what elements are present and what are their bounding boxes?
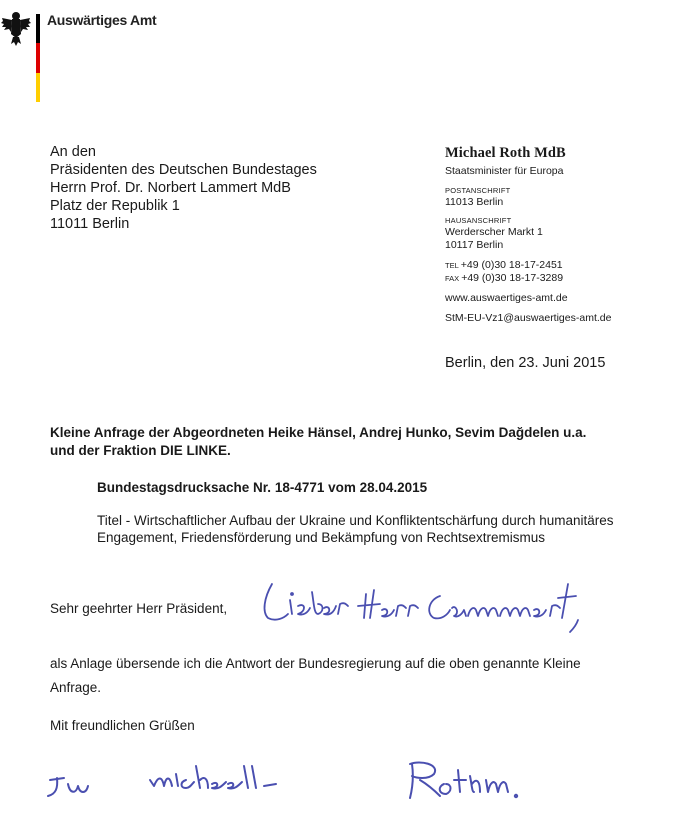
recipient-line: Platz der Republik 1 (50, 198, 180, 214)
tel-label: TEL (445, 261, 459, 270)
letter-date: Berlin, den 23. Juni 2015 (445, 355, 606, 371)
fax-label: FAX (445, 274, 460, 283)
closing-phrase: Mit freundlichen Grüßen (50, 718, 195, 733)
postal-address-block (445, 186, 611, 209)
house-city: 10117 Berlin (445, 239, 504, 251)
recipient-line: An den (50, 144, 96, 160)
fax-line (445, 272, 611, 285)
house-address-block (445, 216, 611, 252)
sender-role: Staatsminister für Europa (445, 165, 564, 177)
tel-number: +49 (0)30 18-17-2451 (460, 259, 563, 271)
fax-number: +49 (0)30 18-17-3289 (461, 272, 564, 284)
recipient-address (50, 143, 317, 233)
flag-stripe-gold (36, 73, 40, 102)
recipient-line: Präsidenten des Deutschen Bundestages (50, 162, 317, 178)
sender-block (445, 145, 611, 325)
email-link[interactable]: StM-EU-Vz1@auswaertiges-amt.de (445, 312, 612, 324)
handwritten-salutation (258, 574, 588, 634)
reference-number: Bundestagsdrucksache Nr. 18-4771 vom 28.04.2015 (97, 480, 428, 495)
letter-subject: Kleine Anfrage der Abgeordneten Heike Hänsel, Andrej Hunko, Sevim Dağdelen u.a. und der Fraktion DIE LINKE. (50, 425, 587, 458)
flag-stripe-black (36, 14, 40, 43)
recipient-line: 11011 Berlin (50, 216, 130, 232)
salutation: Sehr geehrter Herr Präsident, (50, 601, 228, 616)
sender-name: Michael Roth MdB (445, 145, 566, 161)
letter-body: als Anlage übersende ich die Antwort der Bundesregierung auf die oben genannte Kleine Anfrage. (50, 656, 581, 695)
signature (40, 750, 560, 810)
organization-name: Auswärtiges Amt (47, 12, 157, 28)
contact-block (445, 259, 611, 285)
website-link[interactable]: www.auswaertiges-amt.de (445, 292, 568, 304)
recipient-line: Herrn Prof. Dr. Norbert Lammert MdB (50, 180, 291, 196)
inquiry-title: Titel - Wirtschaftlicher Aufbau der Ukraine und Konfliktentschärfung durch humanitäres Engagement, Friedensförderung und Bekämpfung von Rechtsextremismus (97, 513, 614, 545)
house-label: HAUSANSCHRIFT (445, 216, 512, 225)
house-street: Werderscher Markt 1 (445, 226, 543, 238)
flag-bar (36, 14, 40, 102)
postal-label: POSTANSCHRIFT (445, 186, 511, 195)
federal-eagle-icon (0, 8, 32, 48)
tel-line (445, 259, 611, 272)
postal-address: 11013 Berlin (445, 196, 504, 208)
flag-stripe-red (36, 43, 40, 72)
